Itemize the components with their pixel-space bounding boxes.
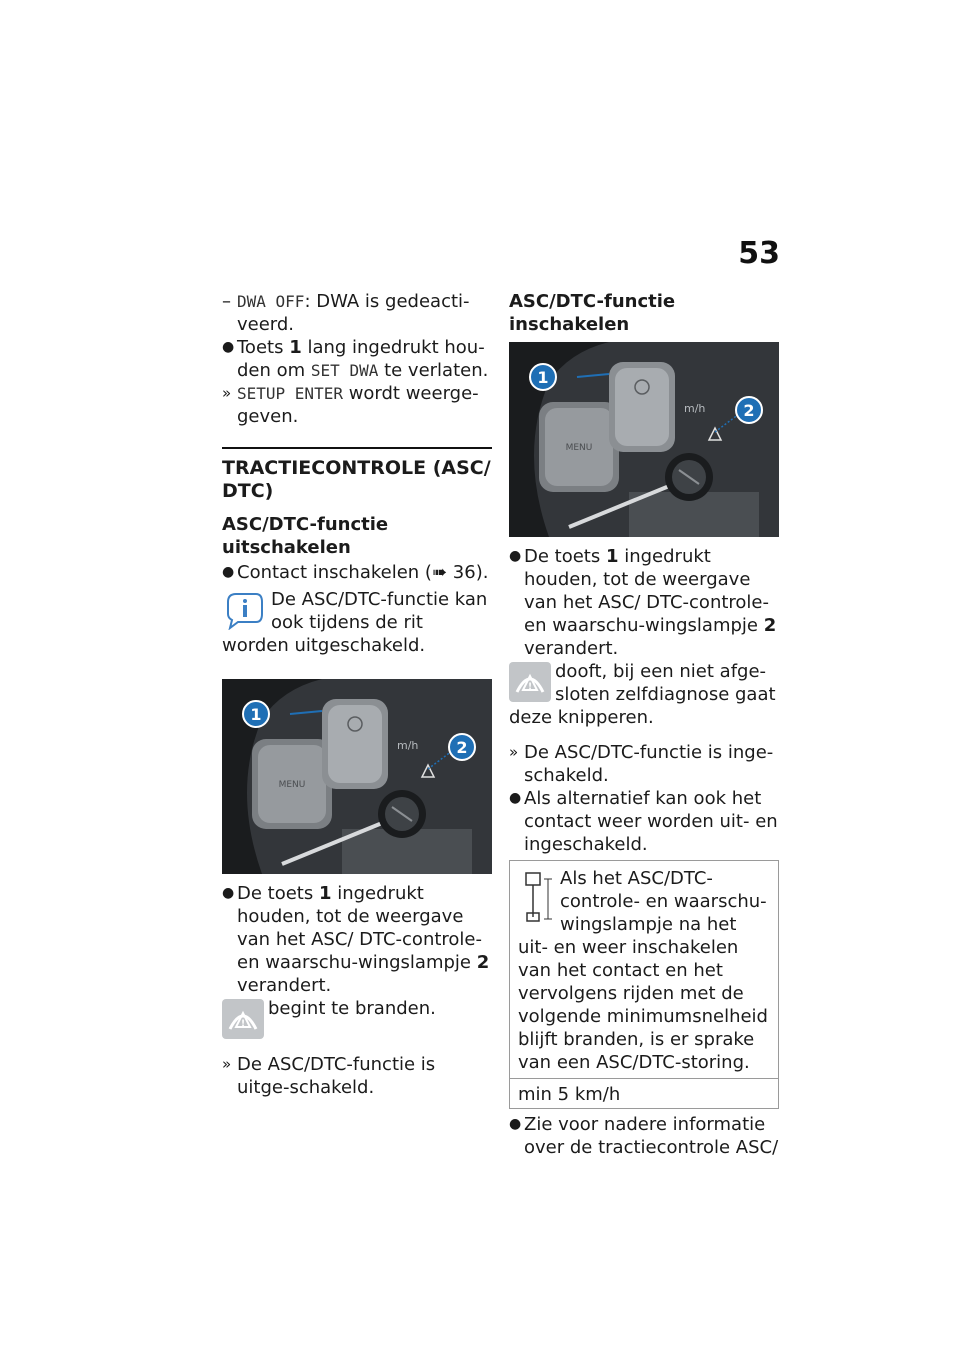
- step-text: te verlaten.: [378, 360, 489, 381]
- lamp-text: dooft, bij een niet afge-sloten zelfdiagnose gaat deze knipperen.: [509, 661, 776, 728]
- set-dwa-code: SET DWA: [310, 361, 379, 380]
- storing-note-box: [509, 860, 779, 1109]
- step-text: Contact inschakelen (: [237, 562, 432, 583]
- right-column: [509, 290, 779, 1159]
- step-text: Als alternatief kan ook het contact weer worden uit- en ingeschakeld.: [524, 788, 778, 855]
- lamp-text: begint te branden.: [268, 998, 436, 1019]
- section-divider: [222, 447, 492, 559]
- step-text: lang ingedrukt hou-den om: [237, 337, 485, 381]
- result-text: De ASC/DTC-functie is inge-schakeld.: [524, 742, 774, 786]
- svg-text:!: !: [527, 682, 533, 692]
- lamp-status-on: [222, 997, 492, 1039]
- subsection-title-on: ASC/DTC-functie inschakelen: [509, 291, 676, 335]
- info-text: De ASC/DTC-functie kan ook tijdens de rit worden uitgeschakeld.: [222, 589, 488, 656]
- step-text: Toets: [237, 337, 290, 358]
- step-leave-set-dwa: [222, 336, 492, 382]
- button-number: 1: [605, 546, 619, 567]
- bullet: ●: [222, 885, 235, 901]
- min-speed: min 5 km/h: [510, 1078, 778, 1108]
- lamp-status-off: [509, 660, 779, 729]
- step-text: Zie voor nadere informatie over de tractiecontrole ASC/: [524, 1114, 779, 1158]
- asc-warning-lamp-icon: [509, 662, 551, 702]
- info-note: [222, 588, 492, 657]
- setup-enter-code: SETUP ENTER: [237, 384, 343, 403]
- result-text: De ASC/DTC-functie is uitge-schakeld.: [237, 1054, 436, 1098]
- lamp-number: 2: [763, 615, 777, 636]
- bullet: ●: [509, 1116, 522, 1132]
- result-text: wordt weerge-geven.: [237, 383, 479, 427]
- callout-2: 2: [743, 401, 755, 420]
- step-text: verandert.: [237, 975, 332, 996]
- bullet: ●: [222, 339, 235, 355]
- bullet: ●: [509, 548, 522, 564]
- step-text: De toets: [524, 546, 606, 567]
- more-info-step: [509, 1113, 779, 1159]
- result-marker: »: [222, 1055, 232, 1073]
- contact-on-step: [222, 561, 492, 584]
- dwa-off-item: [222, 290, 492, 336]
- button-number: 1: [318, 883, 332, 904]
- step-text: verandert.: [524, 638, 619, 659]
- left-column: [222, 290, 492, 1099]
- gauge-tool-icon: [518, 869, 554, 925]
- asc-warning-lamp-icon: [222, 999, 264, 1039]
- callout-1: 1: [537, 368, 549, 387]
- callout-1: 1: [250, 705, 262, 724]
- step-text: De toets: [237, 883, 319, 904]
- note-text: Als het ASC/DTC-controle- en waarschu-wingslampje na het uit- en weer inschakelen van het contact en het vervolgens rijden met de volgende minimumsnelheid blijft branden, is er sprake van een ASC/DTC-storing.: [518, 868, 768, 1073]
- subsection-title-off: ASC/DTC-functie uitschakelen: [222, 514, 389, 558]
- section-title: TRACTIECONTROLE (ASC/ DTC): [222, 457, 491, 502]
- alternative-step: [509, 787, 779, 856]
- step-hold-button-off: [222, 882, 492, 997]
- bullet: ●: [509, 790, 522, 806]
- speed-unit-label: m/h: [684, 402, 706, 415]
- switch-photo-on: [509, 342, 779, 537]
- result-asc-on: [509, 741, 779, 787]
- step-text: ingedrukt houden, tot de weergave van het ASC/ DTC-controle- en waarschu-wingslampje: [237, 883, 482, 973]
- result-marker: »: [222, 384, 232, 402]
- speed-unit-label: m/h: [397, 739, 419, 752]
- dash-marker: –: [222, 291, 231, 312]
- menu-label: MENU: [565, 443, 593, 453]
- result-setup-enter: [222, 382, 492, 428]
- result-asc-off: [222, 1053, 492, 1099]
- page-ref-arrow-icon: ➠: [431, 562, 448, 583]
- info-icon: [222, 590, 266, 630]
- dwa-off-text: : DWA is gedeacti-veerd.: [237, 291, 470, 335]
- switch-photo-off: [222, 679, 492, 874]
- result-marker: »: [509, 743, 519, 761]
- bullet: ●: [222, 564, 235, 580]
- svg-text:!: !: [240, 1019, 246, 1029]
- lamp-number: 2: [476, 952, 490, 973]
- callout-2: 2: [456, 738, 468, 757]
- menu-label: MENU: [278, 780, 306, 790]
- page-number: 53: [738, 236, 780, 271]
- dwa-off-code: DWA OFF: [237, 292, 305, 311]
- step-hold-button-on: [509, 545, 779, 660]
- page-ref: 36).: [447, 562, 489, 583]
- button-number: 1: [289, 337, 302, 358]
- step-text: ingedrukt houden, tot de weergave van het ASC/ DTC-controle- en waarschu-wingslampje: [524, 546, 769, 636]
